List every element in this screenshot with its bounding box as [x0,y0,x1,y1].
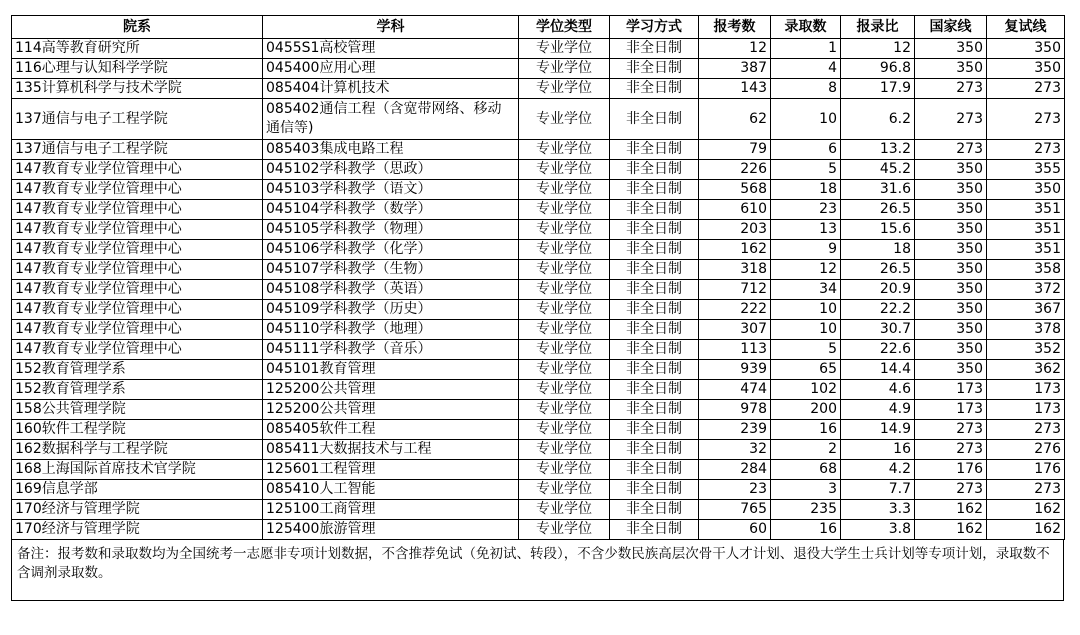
ratio-cell: 96.8 [841,59,915,79]
study-mode-cell: 非全日制 [610,160,699,180]
ratio-cell: 22.2 [841,300,915,320]
study-mode-cell: 非全日制 [610,460,699,480]
table-row [12,180,1065,200]
discipline-cell: 0455S1高校管理 [263,39,519,59]
applicants-cell: 978 [699,400,771,420]
applicants-cell: 222 [699,300,771,320]
admitted-cell: 5 [771,160,841,180]
discipline-cell: 045111学科教学（音乐） [263,340,519,360]
study-mode-cell: 非全日制 [610,39,699,59]
table-row [12,420,1065,440]
national-line-cell: 162 [915,500,987,520]
retest-line-cell: 273 [987,480,1065,500]
retest-line-cell: 362 [987,360,1065,380]
applicants-cell: 162 [699,240,771,260]
department-cell: 147教育专业学位管理中心 [12,200,263,220]
degree-type-cell: 专业学位 [519,39,610,59]
study-mode-cell: 非全日制 [610,79,699,99]
department-cell: 147教育专业学位管理中心 [12,280,263,300]
department-cell: 147教育专业学位管理中心 [12,260,263,280]
study-mode-cell: 非全日制 [610,500,699,520]
study-mode-cell: 非全日制 [610,400,699,420]
discipline-cell: 045400应用心理 [263,59,519,79]
applicants-cell: 318 [699,260,771,280]
admitted-cell: 12 [771,260,841,280]
applicants-cell: 143 [699,79,771,99]
table-row [12,260,1065,280]
national-line-cell: 350 [915,160,987,180]
discipline-cell: 085403集成电路工程 [263,140,519,160]
table-header-row [12,16,1065,39]
ratio-cell: 4.2 [841,460,915,480]
ratio-cell: 12 [841,39,915,59]
applicants-cell: 765 [699,500,771,520]
discipline-cell: 045109学科教学（历史） [263,300,519,320]
retest-line-cell: 176 [987,460,1065,480]
degree-type-cell: 专业学位 [519,500,610,520]
department-cell: 169信息学部 [12,480,263,500]
degree-type-cell: 专业学位 [519,240,610,260]
ratio-cell: 31.6 [841,180,915,200]
study-mode-cell: 非全日制 [610,280,699,300]
retest-line-cell: 352 [987,340,1065,360]
degree-type-cell: 专业学位 [519,180,610,200]
retest-line-cell: 173 [987,380,1065,400]
admitted-cell: 102 [771,380,841,400]
applicants-cell: 284 [699,460,771,480]
national-line-cell: 350 [915,280,987,300]
ratio-cell: 14.4 [841,360,915,380]
national-line-cell: 173 [915,400,987,420]
admitted-cell: 10 [771,300,841,320]
ratio-cell: 4.6 [841,380,915,400]
table-row [12,39,1065,59]
table-row [12,440,1065,460]
admitted-cell: 2 [771,440,841,460]
department-cell: 147教育专业学位管理中心 [12,180,263,200]
table-row [12,360,1065,380]
table-row [12,220,1065,240]
retest-line-cell: 358 [987,260,1065,280]
ratio-cell: 14.9 [841,420,915,440]
degree-type-cell: 专业学位 [519,200,610,220]
degree-type-cell: 专业学位 [519,260,610,280]
admitted-cell: 13 [771,220,841,240]
ratio-cell: 3.3 [841,500,915,520]
admitted-cell: 4 [771,59,841,79]
retest-line-cell: 351 [987,240,1065,260]
degree-type-cell: 专业学位 [519,400,610,420]
retest-line-cell: 273 [987,99,1065,140]
applicants-cell: 712 [699,280,771,300]
column-header: 报录比 [841,16,915,39]
retest-line-cell: 173 [987,400,1065,420]
study-mode-cell: 非全日制 [610,59,699,79]
discipline-cell: 085410人工智能 [263,480,519,500]
admitted-cell: 10 [771,320,841,340]
discipline-cell: 045110学科教学（地理） [263,320,519,340]
admitted-cell: 34 [771,280,841,300]
admitted-cell: 18 [771,180,841,200]
applicants-cell: 113 [699,340,771,360]
degree-type-cell: 专业学位 [519,220,610,240]
admitted-cell: 68 [771,460,841,480]
discipline-cell: 125100工商管理 [263,500,519,520]
national-line-cell: 350 [915,320,987,340]
column-header: 复试线 [987,16,1065,39]
national-line-cell: 162 [915,520,987,540]
study-mode-cell: 非全日制 [610,200,699,220]
national-line-cell: 350 [915,180,987,200]
discipline-cell: 045102学科教学（思政） [263,160,519,180]
study-mode-cell: 非全日制 [610,360,699,380]
column-header: 学科 [263,16,519,39]
retest-line-cell: 273 [987,140,1065,160]
table-row [12,340,1065,360]
retest-line-cell: 351 [987,200,1065,220]
column-header: 报考数 [699,16,771,39]
degree-type-cell: 专业学位 [519,380,610,400]
ratio-cell: 15.6 [841,220,915,240]
applicants-cell: 62 [699,99,771,140]
retest-line-cell: 276 [987,440,1065,460]
applicants-cell: 203 [699,220,771,240]
degree-type-cell: 专业学位 [519,280,610,300]
applicants-cell: 32 [699,440,771,460]
department-cell: 135计算机科学与技术学院 [12,79,263,99]
study-mode-cell: 非全日制 [610,99,699,140]
admitted-cell: 23 [771,200,841,220]
degree-type-cell: 专业学位 [519,480,610,500]
admitted-cell: 16 [771,420,841,440]
ratio-cell: 13.2 [841,140,915,160]
table-row [12,300,1065,320]
discipline-cell: 125200公共管理 [263,380,519,400]
table-row [12,59,1065,79]
degree-type-cell: 专业学位 [519,140,610,160]
national-line-cell: 176 [915,460,987,480]
study-mode-cell: 非全日制 [610,340,699,360]
study-mode-cell: 非全日制 [610,420,699,440]
discipline-cell: 085405软件工程 [263,420,519,440]
degree-type-cell: 专业学位 [519,440,610,460]
applicants-cell: 60 [699,520,771,540]
admitted-cell: 65 [771,360,841,380]
admitted-cell: 200 [771,400,841,420]
admission-table [11,15,1065,540]
ratio-cell: 26.5 [841,260,915,280]
retest-line-cell: 350 [987,180,1065,200]
discipline-cell: 125200公共管理 [263,400,519,420]
department-cell: 147教育专业学位管理中心 [12,300,263,320]
applicants-cell: 79 [699,140,771,160]
study-mode-cell: 非全日制 [610,520,699,540]
department-cell: 158公共管理学院 [12,400,263,420]
table-row [12,160,1065,180]
national-line-cell: 350 [915,59,987,79]
department-cell: 168上海国际首席技术官学院 [12,460,263,480]
department-cell: 116心理与认知科学学院 [12,59,263,79]
table-row [12,320,1065,340]
applicants-cell: 387 [699,59,771,79]
discipline-cell: 085411大数据技术与工程 [263,440,519,460]
table-row [12,460,1065,480]
ratio-cell: 30.7 [841,320,915,340]
table-row [12,500,1065,520]
department-cell: 147教育专业学位管理中心 [12,220,263,240]
applicants-cell: 307 [699,320,771,340]
discipline-cell: 045104学科教学（数学） [263,200,519,220]
department-cell: 147教育专业学位管理中心 [12,160,263,180]
retest-line-cell: 162 [987,500,1065,520]
retest-line-cell: 351 [987,220,1065,240]
retest-line-cell: 355 [987,160,1065,180]
table-row [12,480,1065,500]
national-line-cell: 273 [915,480,987,500]
degree-type-cell: 专业学位 [519,160,610,180]
department-cell: 170经济与管理学院 [12,520,263,540]
table-body [12,39,1065,540]
national-line-cell: 350 [915,39,987,59]
column-header: 院系 [12,16,263,39]
department-cell: 114高等教育研究所 [12,39,263,59]
department-cell: 147教育专业学位管理中心 [12,320,263,340]
national-line-cell: 350 [915,240,987,260]
discipline-cell: 125400旅游管理 [263,520,519,540]
applicants-cell: 939 [699,360,771,380]
applicants-cell: 568 [699,180,771,200]
degree-type-cell: 专业学位 [519,99,610,140]
degree-type-cell: 专业学位 [519,340,610,360]
study-mode-cell: 非全日制 [610,300,699,320]
table-footnote: 备注：报考数和录取数均为全国统考一志愿非专项计划数据，不含推荐免试（免初试、转段），不含少数民族高层次骨干人才计划、退役大学生士兵计划等专项计划，录取数不含调剂录取数。 [11,540,1064,601]
discipline-cell: 045108学科教学（英语） [263,280,519,300]
discipline-cell: 045107学科教学（生物） [263,260,519,280]
ratio-cell: 20.9 [841,280,915,300]
table-row [12,79,1065,99]
admitted-cell: 9 [771,240,841,260]
ratio-cell: 26.5 [841,200,915,220]
table-row [12,280,1065,300]
national-line-cell: 173 [915,380,987,400]
national-line-cell: 273 [915,79,987,99]
table-row [12,400,1065,420]
table-row [12,240,1065,260]
ratio-cell: 17.9 [841,79,915,99]
degree-type-cell: 专业学位 [519,79,610,99]
retest-line-cell: 350 [987,39,1065,59]
table-row [12,380,1065,400]
department-cell: 137通信与电子工程学院 [12,140,263,160]
column-header: 学习方式 [610,16,699,39]
national-line-cell: 273 [915,440,987,460]
admission-table-container [11,15,1064,601]
applicants-cell: 12 [699,39,771,59]
retest-line-cell: 367 [987,300,1065,320]
department-cell: 160软件工程学院 [12,420,263,440]
discipline-cell: 125601工程管理 [263,460,519,480]
department-cell: 152教育管理学系 [12,380,263,400]
retest-line-cell: 350 [987,59,1065,79]
national-line-cell: 273 [915,420,987,440]
table-row [12,200,1065,220]
admitted-cell: 3 [771,480,841,500]
department-cell: 137通信与电子工程学院 [12,99,263,140]
degree-type-cell: 专业学位 [519,460,610,480]
retest-line-cell: 273 [987,79,1065,99]
column-header: 学位类型 [519,16,610,39]
ratio-cell: 18 [841,240,915,260]
admitted-cell: 8 [771,79,841,99]
admitted-cell: 16 [771,520,841,540]
admitted-cell: 10 [771,99,841,140]
national-line-cell: 350 [915,220,987,240]
discipline-cell: 085404计算机技术 [263,79,519,99]
study-mode-cell: 非全日制 [610,240,699,260]
retest-line-cell: 372 [987,280,1065,300]
degree-type-cell: 专业学位 [519,59,610,79]
degree-type-cell: 专业学位 [519,320,610,340]
study-mode-cell: 非全日制 [610,260,699,280]
table-row [12,99,1065,140]
department-cell: 147教育专业学位管理中心 [12,240,263,260]
admitted-cell: 6 [771,140,841,160]
applicants-cell: 474 [699,380,771,400]
discipline-cell: 045106学科教学（化学） [263,240,519,260]
column-header: 国家线 [915,16,987,39]
applicants-cell: 610 [699,200,771,220]
degree-type-cell: 专业学位 [519,360,610,380]
retest-line-cell: 273 [987,420,1065,440]
ratio-cell: 16 [841,440,915,460]
national-line-cell: 273 [915,140,987,160]
applicants-cell: 23 [699,480,771,500]
degree-type-cell: 专业学位 [519,300,610,320]
ratio-cell: 45.2 [841,160,915,180]
column-header: 录取数 [771,16,841,39]
table-row [12,520,1065,540]
discipline-cell: 045103学科教学（语文） [263,180,519,200]
ratio-cell: 4.9 [841,400,915,420]
ratio-cell: 22.6 [841,340,915,360]
ratio-cell: 6.2 [841,99,915,140]
national-line-cell: 350 [915,200,987,220]
department-cell: 170经济与管理学院 [12,500,263,520]
study-mode-cell: 非全日制 [610,180,699,200]
study-mode-cell: 非全日制 [610,220,699,240]
national-line-cell: 350 [915,360,987,380]
national-line-cell: 350 [915,340,987,360]
study-mode-cell: 非全日制 [610,380,699,400]
retest-line-cell: 378 [987,320,1065,340]
discipline-cell: 085402通信工程（含宽带网络、移动通信等) [263,99,519,140]
discipline-cell: 045105学科教学（物理） [263,220,519,240]
ratio-cell: 3.8 [841,520,915,540]
admitted-cell: 235 [771,500,841,520]
department-cell: 152教育管理学系 [12,360,263,380]
national-line-cell: 273 [915,99,987,140]
degree-type-cell: 专业学位 [519,520,610,540]
admitted-cell: 5 [771,340,841,360]
discipline-cell: 045101教育管理 [263,360,519,380]
admitted-cell: 1 [771,39,841,59]
department-cell: 147教育专业学位管理中心 [12,340,263,360]
national-line-cell: 350 [915,260,987,280]
department-cell: 162数据科学与工程学院 [12,440,263,460]
degree-type-cell: 专业学位 [519,420,610,440]
study-mode-cell: 非全日制 [610,320,699,340]
ratio-cell: 7.7 [841,480,915,500]
national-line-cell: 350 [915,300,987,320]
table-row [12,140,1065,160]
study-mode-cell: 非全日制 [610,440,699,460]
applicants-cell: 239 [699,420,771,440]
retest-line-cell: 162 [987,520,1065,540]
study-mode-cell: 非全日制 [610,140,699,160]
study-mode-cell: 非全日制 [610,480,699,500]
applicants-cell: 226 [699,160,771,180]
